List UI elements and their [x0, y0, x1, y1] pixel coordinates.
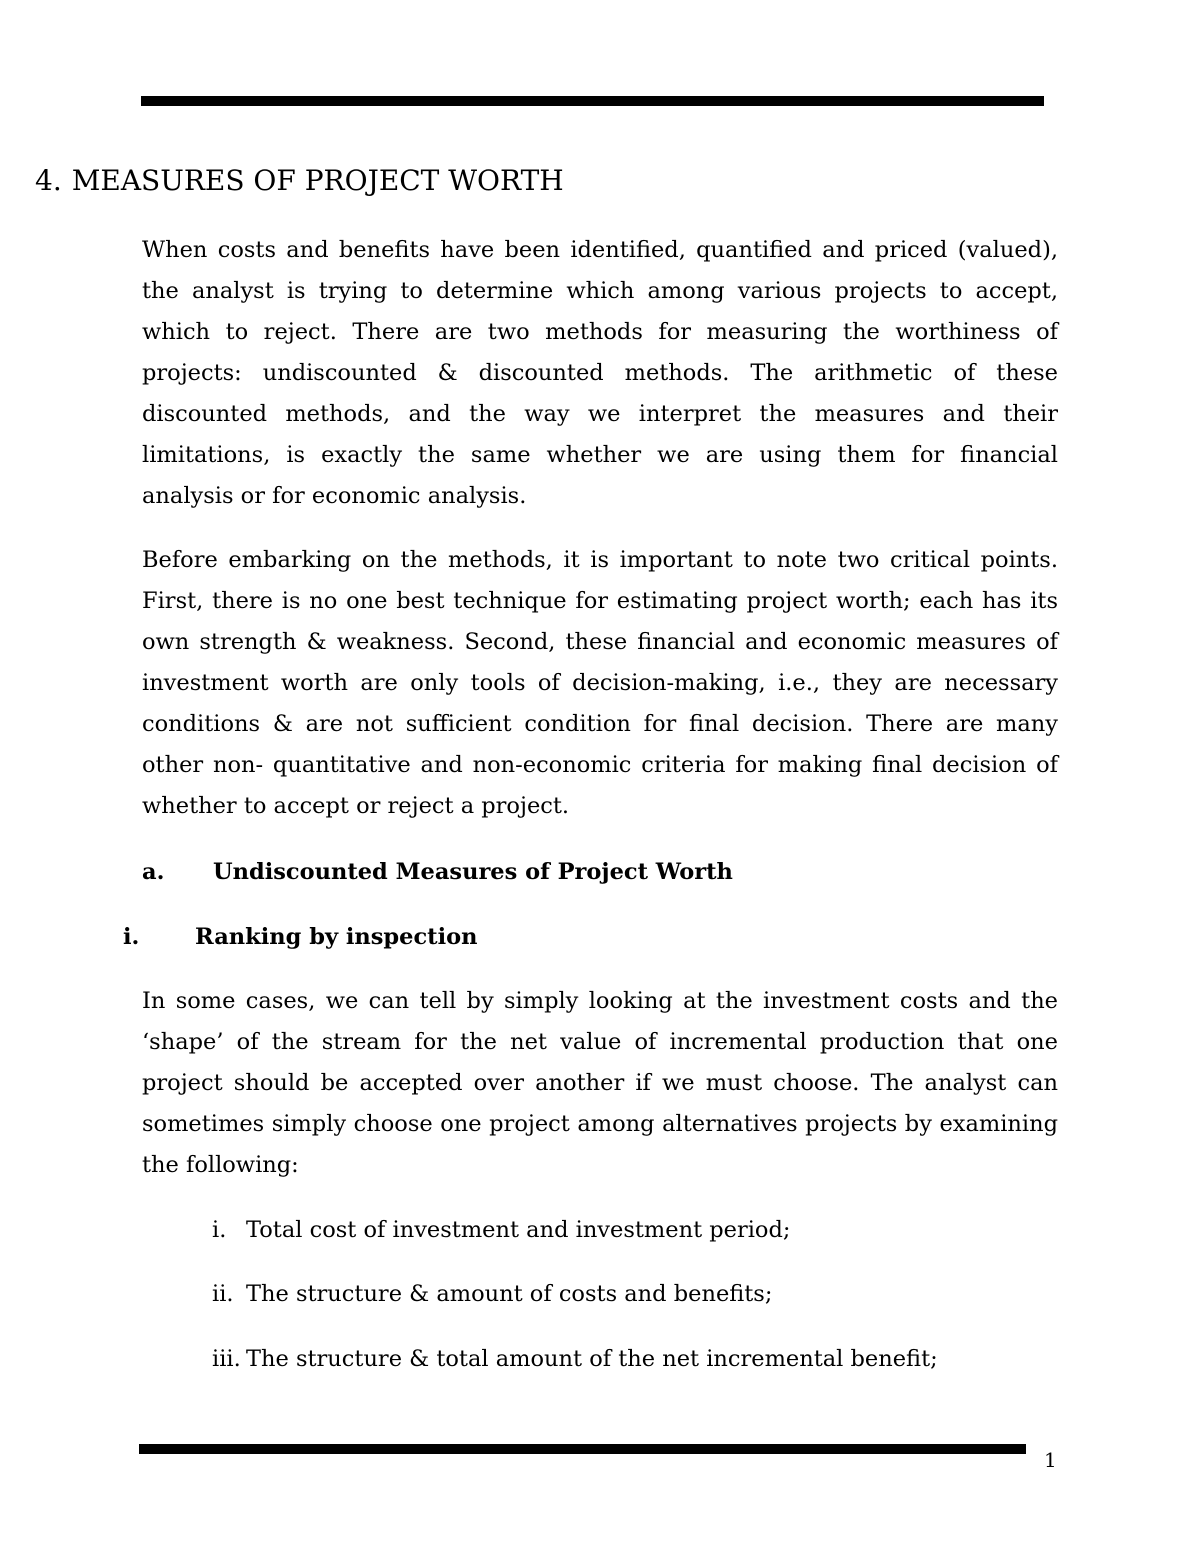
header-rule: [141, 96, 1044, 106]
section-title: [35, 163, 564, 199]
list-item-text: The structure & total amount of the net incremental benefit;: [246, 1346, 938, 1372]
subheading-text: Undiscounted Measures of Project Worth: [213, 859, 733, 885]
list-marker: i.: [212, 1217, 227, 1243]
subheading-marker: a.: [142, 859, 165, 885]
list-item: [212, 1344, 938, 1374]
paragraph-intro: When costs and benefits have been identified, quantified and priced (valued), the analyst is trying to determine which among various projects to accept, which to reject. There are two methods for measuring the worthiness of projects: undiscounted & discounted methods. The arithmetic of these discounted methods, and the way we interpret the measures and their limitations, is exactly the same whether we are using them for financial analysis or for economic analysis.: [142, 237, 1058, 509]
subheading-marker: i.: [123, 924, 140, 950]
paragraph-ranking-inspection: In some cases, we can tell by simply looking at the investment costs and the ‘shape’ of the stream for the net value of incremental production that one project should be accepted over another if we must choose. The analyst can sometimes simply choose one project among alternatives projects by examining the following:: [142, 988, 1058, 1178]
paragraph-critical-points: Before embarking on the methods, it is important to note two critical points. First, there is no one best technique for estimating project worth; each has its own strength & weakness. Second, these financial and economic measures of investment worth are only tools of decision-making, i.e., they are necessary conditions & are not sufficient condition for final decision. There are many other non- quantitative and non-economic criteria for making final decision of whether to accept or reject a project.: [142, 547, 1058, 819]
list-marker: iii.: [212, 1346, 241, 1372]
list-item: [212, 1215, 790, 1245]
list-item-text: Total cost of investment and investment period;: [246, 1217, 791, 1243]
section-number: 4.: [35, 164, 62, 197]
list-item: [212, 1279, 772, 1309]
section-title-text: MEASURES OF PROJECT WORTH: [71, 164, 564, 197]
list-marker: ii.: [212, 1281, 234, 1307]
footer-rule: [139, 1444, 1026, 1454]
list-item-text: The structure & amount of costs and benefits;: [246, 1281, 773, 1307]
page-number: 1: [1044, 1448, 1057, 1472]
subheading-text: Ranking by inspection: [195, 924, 478, 950]
